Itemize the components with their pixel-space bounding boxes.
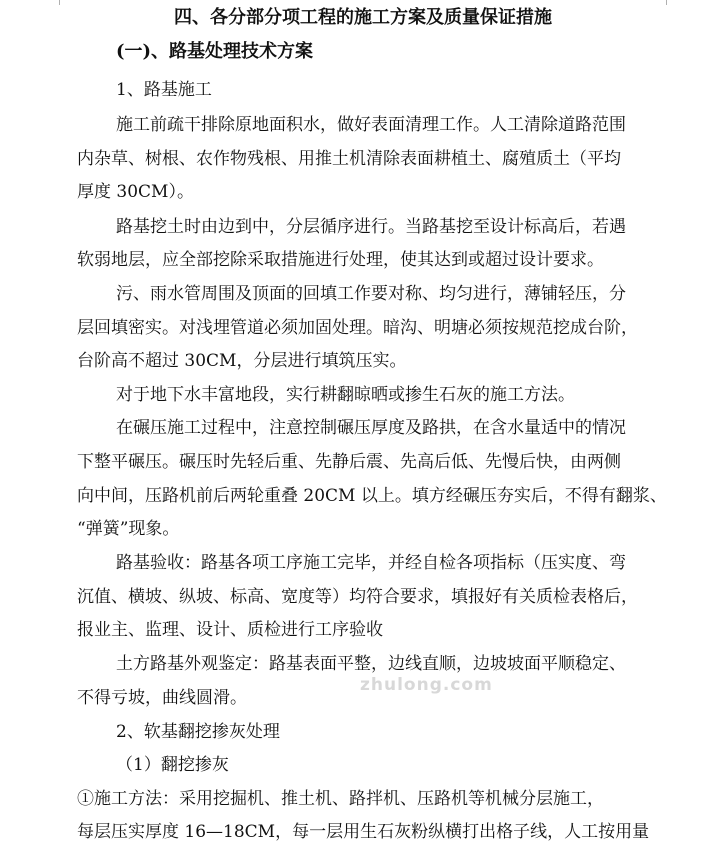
subheading-soft-foundation: 2、软基翻挖掺灰处理 (116, 722, 280, 742)
subheading-roadbed-construction: 1、路基施工 (116, 80, 212, 100)
section-heading: (一)、路基处理技术方案 (116, 41, 314, 62)
paragraph-line: 每层压实厚度 16—18CM，每一层用生石灰粉纵横打出格子线，人工按用量 (77, 822, 650, 842)
paragraph-line: 不得亏坡，曲线圆滑。 (77, 688, 247, 708)
paragraph-line: 台阶高不超过 30CM，分层进行填筑压实。 (77, 351, 407, 371)
page-corner-mark-left (47, 0, 60, 5)
paragraph-line: 施工前疏干排除原地面积水，做好表面清理工作。人工清除道路范围 (116, 115, 626, 135)
paragraph-line: 向中间，压路机前后两轮重叠 20CM 以上。填方经碾压夯实后，不得有翻浆、 (77, 486, 667, 506)
paragraph-line: 下整平碾压。碾压时先轻后重、先静后震、先高后低、先慢后快，由两侧 (77, 452, 621, 472)
document-title: 四、各分部分项工程的施工方案及质量保证措施 (174, 7, 552, 28)
paragraph-line: 厚度 30CM）。 (77, 182, 194, 202)
paragraph-line: 在碾压施工过程中，注意控制碾压厚度及路拱，在含水量适中的情况 (116, 418, 626, 438)
paragraph-line: 路基验收：路基各项工序施工完毕，并经自检各项指标（压实度、弯 (116, 553, 626, 573)
paragraph-line: ①施工方法：采用挖掘机、推土机、路拌机、压路机等机械分层施工， (77, 789, 604, 809)
paragraph-line: 对于地下水丰富地段，实行耕翻晾晒或掺生石灰的施工方法。 (116, 385, 575, 405)
subheading-excavation-lime: （1）翻挖掺灰 (116, 755, 229, 775)
paragraph-line: 软弱地层，应全部挖除采取措施进行处理，使其达到或超过设计要求。 (77, 250, 604, 270)
paragraph-line: 路基挖土时由边到中，分层循序进行。当路基挖至设计标高后，若遇 (116, 217, 626, 237)
paragraph-line: 沉值、横坡、纵坡、标高、宽度等）均符合要求，填报好有关质检表格后， (77, 587, 638, 607)
paragraph-line: 污、雨水管周围及顶面的回填工作要对称、均匀进行，薄铺轻压，分 (116, 284, 626, 304)
paragraph-line: 内杂草、树根、农作物残根、用推土机清除表面耕植土、腐殖质土（平均 (77, 149, 621, 169)
paragraph-line: 层回填密实。对浅埋管道必须加固处理。暗沟、明塘必须按规范挖成台阶， (77, 318, 638, 338)
watermark-text: zhulong.com (360, 675, 493, 695)
paragraph-line: 报业主、监理、设计、质检进行工序验收 (77, 620, 383, 640)
paragraph-line: 土方路基外观鉴定：路基表面平整，边线直顺，边坡坡面平顺稳定、 (116, 654, 626, 674)
paragraph-line: “弹簧”现象。 (77, 519, 180, 539)
page-corner-mark-right (666, 0, 679, 5)
